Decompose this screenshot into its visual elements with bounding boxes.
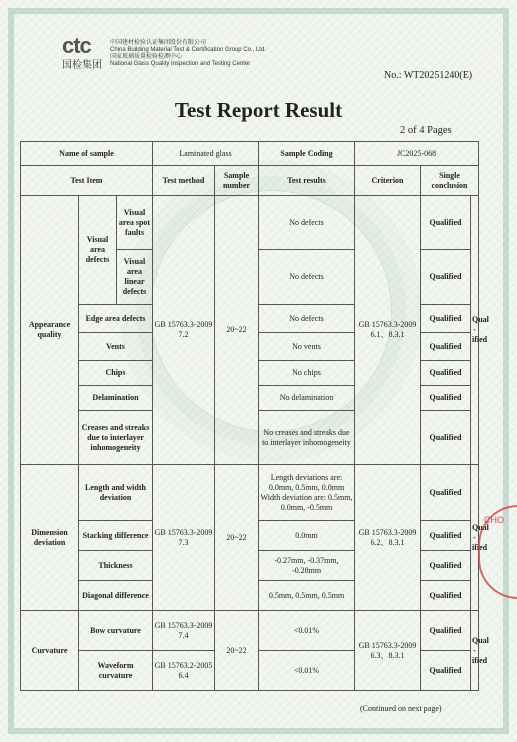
coding-label: Sample Coding — [259, 142, 355, 166]
table-row — [21, 166, 479, 196]
dimension-overall: Qual -ified — [471, 465, 479, 611]
result-edge: No defects — [259, 305, 355, 333]
edge-defects: Edge area defects — [79, 305, 153, 333]
single-diagonal: Qualified — [421, 581, 471, 611]
report-number: No.: WT20251240(E) — [384, 70, 473, 81]
result-thickness: -0.27mm, -0.37mm, -0.28mm — [259, 551, 355, 581]
name-value: Laminated glass — [153, 142, 259, 166]
single-delam: Qualified — [421, 386, 471, 411]
method-wave: GB 15763.2-2005 6.4 — [153, 651, 215, 691]
result-diagonal: 0.5mm, 0.5mm, 0.5mm — [259, 581, 355, 611]
page-info: 2 of 4 Pages — [400, 125, 452, 136]
curvature-number: 20~22 — [215, 611, 259, 691]
single-edge: Qualified — [421, 305, 471, 333]
single-wave: Qualified — [421, 651, 471, 691]
visual-defects: Visual area defects — [79, 196, 117, 305]
page-title: Test Report Result — [174, 98, 343, 122]
single-vents: Qualified — [421, 333, 471, 361]
table-row — [21, 611, 479, 651]
diagonal: Diagonal difference — [79, 581, 153, 611]
method-bow: GB 15763.3-2009 7.4 — [153, 611, 215, 651]
curvature-criterion: GB 15763.3-2009 6.3、8.3.1 — [355, 611, 421, 691]
results-table — [20, 141, 489, 691]
col-method: Test method — [153, 166, 215, 196]
stacking: Stacking difference — [79, 521, 153, 551]
name-label: Name of sample — [21, 142, 153, 166]
appearance-label: Appearance quality — [21, 196, 79, 465]
col-results: Test results — [259, 166, 355, 196]
creases: Creases and streaks due to interlayer inhomogeneity — [79, 411, 153, 465]
org-en: China Building Material Test & Certification Group Co., Ltd. — [110, 46, 266, 53]
result-bow: <0.01% — [259, 611, 355, 651]
spot-faults: Visual area spot faults — [117, 196, 153, 250]
single-bow: Qualified — [421, 611, 471, 651]
dimension-criterion: GB 15763.3-2009 6.2、8.3.1 — [355, 465, 421, 611]
logo-sub: 国检集团 — [62, 60, 102, 71]
logo-block — [62, 33, 102, 71]
org-names — [110, 40, 266, 68]
col-item: Test Item — [21, 166, 153, 196]
dimension-label: Dimension deviation — [21, 465, 79, 611]
appearance-overall: Qual -ified — [471, 196, 479, 465]
single-thickness: Qualified — [421, 551, 471, 581]
delamination: Delamination — [79, 386, 153, 411]
continued-note: (Continued on next page) — [360, 704, 442, 713]
logo-mark: ctc — [62, 33, 91, 58]
single-spot: Qualified — [421, 196, 471, 250]
single-linear: Qualified — [421, 250, 471, 305]
dimension-number: 20~22 — [215, 465, 259, 611]
bow-curvature: Bow curvature — [79, 611, 153, 651]
appearance-method: GB 15763.3-2009 7.2 — [153, 196, 215, 465]
appearance-criterion: GB 15763.3-2009 6.1、8.3.1 — [355, 196, 421, 465]
result-chips: No chips — [259, 361, 355, 386]
result-creases: No creases and streaks due to interlayer inhomogeneity — [259, 411, 355, 465]
linear-defects: Visual area linear defects — [117, 250, 153, 305]
chips: Chips — [79, 361, 153, 386]
result-linear: No defects — [259, 250, 355, 305]
center-cn: 国家玻璃质量检验检测中心 — [110, 53, 183, 60]
single-length: Qualified — [421, 465, 471, 521]
result-wave: <0.01% — [259, 651, 355, 691]
result-stacking: 0.0mm — [259, 521, 355, 551]
result-length: Length deviations are: 0.0mm, 0.5mm, 0.0mm Width deviation are: 0.5mm, 0.0mm, -0.5mm — [259, 465, 355, 521]
single-chips: Qualified — [421, 361, 471, 386]
table-row — [21, 142, 479, 166]
org-cn: 中国建材检验认证集团股份有限公司 — [110, 39, 207, 46]
table-row — [21, 465, 479, 521]
single-creases: Qualified — [421, 411, 471, 465]
single-stacking: Qualified — [421, 521, 471, 551]
org-logo — [62, 33, 266, 71]
result-vents: No vents — [259, 333, 355, 361]
result-spot: No defects — [259, 196, 355, 250]
seal-text: CHO — [484, 515, 504, 525]
result-delam: No delamination — [259, 386, 355, 411]
coding-value: JC2025-068 — [355, 142, 479, 166]
vents: Vents — [79, 333, 153, 361]
curvature-overall: Qual -ified — [471, 611, 479, 691]
appearance-number: 20~22 — [215, 196, 259, 465]
dimension-method: GB 15763.3-2009 7.3 — [153, 465, 215, 611]
thickness: Thickness — [79, 551, 153, 581]
col-sample-number: Sample number — [215, 166, 259, 196]
waveform-curvature: Waveform curvature — [79, 651, 153, 691]
table-row — [21, 196, 479, 250]
col-criterion: Criterion — [355, 166, 421, 196]
curvature-label: Curvature — [21, 611, 79, 691]
center-en: National Glass Quality Inspection and Testing Center — [110, 60, 251, 67]
col-conclusion: Single conclusion — [421, 166, 479, 196]
length-width: Length and width deviation — [79, 465, 153, 521]
